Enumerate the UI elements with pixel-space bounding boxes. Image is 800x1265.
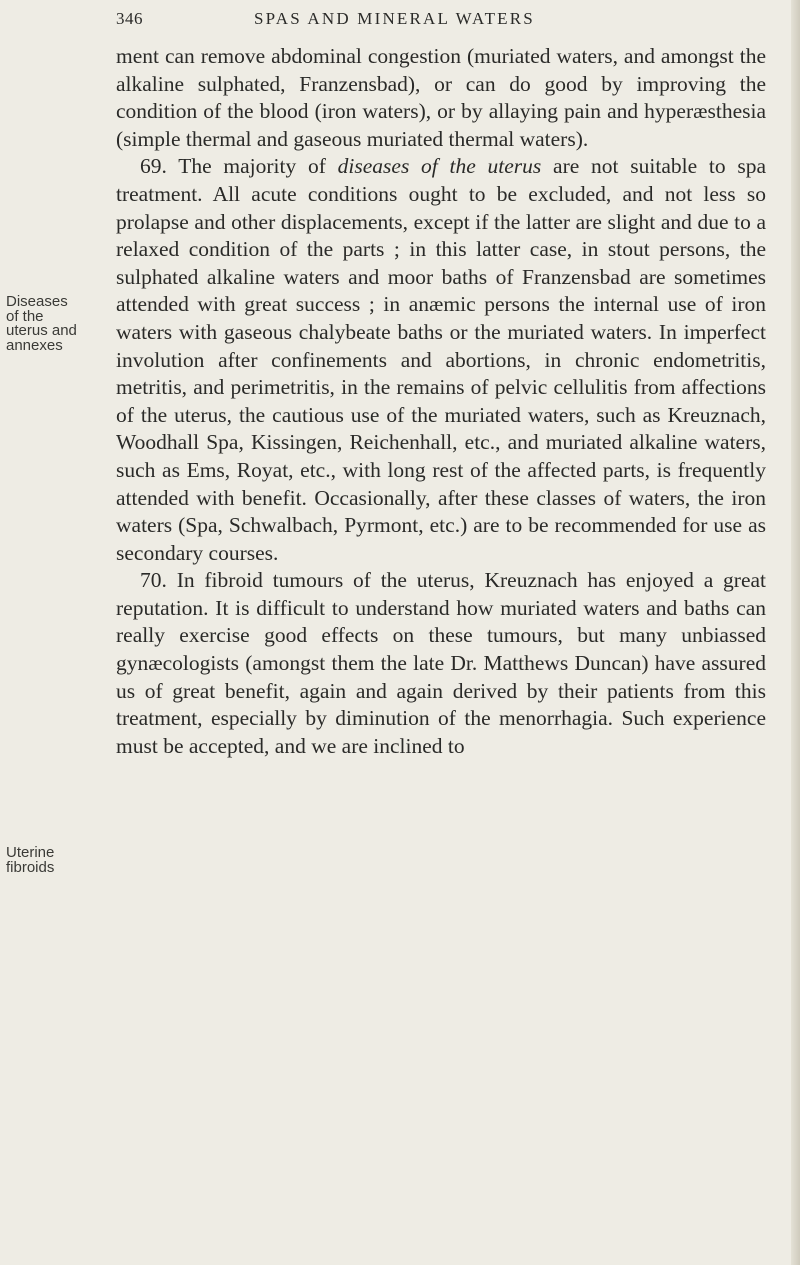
margin-note-line: Diseases xyxy=(6,293,68,310)
margin-note-line: uterus and xyxy=(6,322,77,339)
running-head: SPAS AND MINERAL WATERS xyxy=(254,9,535,28)
page-number: 346 xyxy=(116,9,143,28)
body-text xyxy=(116,43,766,760)
margin-note-uterine-fibroids xyxy=(6,846,110,875)
paragraph-text: are not suitable to spa treatment. All acute conditions ought to be excluded, and not less so prolapse and other displacements, except if the latter are slight and due to a relaxed condition of the parts ; in this latter case, in stout persons, the sulphated alkaline waters and moor baths of Franzensbad are sometimes attended with great success ; in anæmic persons the internal use of iron waters with gaseous chalybeate baths or the muriated waters. In imperfect involution after confinements and abortions, in chronic endometritis, metritis, and perimetritis, in the remains of pelvic cellulitis from affections of the uterus, the cautious use of the muriated waters, such as Kreuznach, Woodhall Spa, Kissingen, Reichenhall, etc., and muriated alkaline waters, such as Ems, Royat, etc., with long rest of the affected parts, is frequently attended with benefit. Occasionally, after these classes of waters, the iron waters (Spa, Schwalbach, Pyrmont, etc.) are to be recommended for use as secondary courses. xyxy=(116,154,766,565)
paragraph-continued xyxy=(116,43,766,153)
page-edge-shadow xyxy=(791,0,800,1265)
margin-note-uterus-diseases xyxy=(6,295,110,353)
paragraph-70 xyxy=(116,567,766,760)
paragraph-text: In fibroid tumours of the uterus, Kreuznach has enjoyed a great reputation. It is difficult to understand how muriated waters and baths can really exercise good effects on these tumours, but many unbiassed gynæcologists (amongst them the late Dr. Matthews Duncan) have assured us of great benefit, again and again derived by their patients from this treatment, especially by diminution of the menorrhagia. Such experience must be accepted, and we are inclined to xyxy=(116,568,767,758)
margin-note-line: Uterine xyxy=(6,844,55,861)
page-header xyxy=(0,9,800,39)
italic-term: diseases of the uterus xyxy=(337,154,542,179)
paragraph-number: 70. xyxy=(140,568,167,593)
margin-note-line: fibroids xyxy=(6,858,55,876)
paragraph-number: 69. xyxy=(140,154,167,179)
paragraph-69 xyxy=(116,153,766,567)
margin-note-line: annexes xyxy=(6,336,63,354)
paragraph-lead-text: The majority of xyxy=(178,154,326,179)
margin-note-line: of the xyxy=(6,307,44,325)
paragraph-text: ment can remove abdominal congestion (muriated waters, and amongst the alkaline sulphated, Franzensbad), or can do good by improving the condition of the blood (iron waters), or by allaying pain and hyperæsthesia (simple thermal and gaseous muriated thermal waters). xyxy=(116,44,766,151)
